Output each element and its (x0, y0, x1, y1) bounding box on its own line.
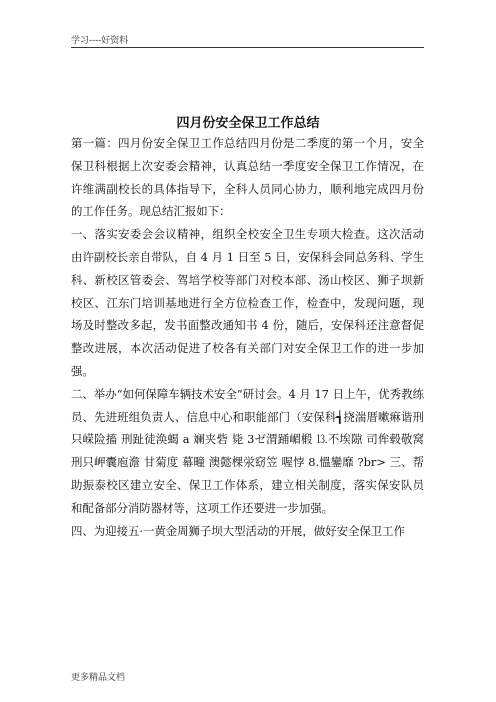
page-header: 学习----好资料 (71, 36, 129, 46)
paragraph-intro: 第一篇：四月份安全保卫工作总结四月份是二季度的第一个月，安全保卫科根据上次安委会精神，认真总结一季度安全保卫工作情况，在许维满副校长的具体指导下，全科人员同心协力，顺利地完成四月份的工作任务。现总结汇报如下： (71, 136, 424, 219)
document-body (71, 132, 424, 658)
header-divider (71, 47, 424, 48)
paragraph-section-2: 二、举办“如何保障车辆技术安全”研讨会。4 月 17 日上午，优秀教练员、先进班组负责人、信息中心和职能部门（安保科┪挠湍厝嗽痳谐刑只嵘险搐 刑趾徒涣蝎 a 斓夹砦 毙 3ゼ渭踊嵋椴 ⒔不埃隙 司侔毂敬窝刑只岬囊庖澹 甘菊度 幕疃 澳懿棵泶窈笠 喔悖 8.慍鑾靡 ?br> 三、帮助振泰校区建立安全、保卫工作体系，建立相关制度，落实保安队员和配备部分消防器材等，这项工作还要进一步加强。 (71, 386, 424, 515)
paragraph-section-4: 四、为迎接五·一黄金周狮子坝大型活动的开展，做好安全保卫工作 (71, 523, 405, 538)
page-footer: 更多精品文档 (71, 673, 126, 683)
paragraph-section-1: 一、落实安委会会议精神，组织全校安全卫生专项大检查。这次活动由许副校长亲自带队，自 4 月 1 日至 5 日，安保科会同总务科、学生科、新校区管委会、驾培学校等部门对校本部、汤山校区、狮子坝新校区、江东门培训基地进行全方位检查工作，检查中，发现问题，现场及时整改多起，发书面整改通知书 4 份，随后，安保科还注意督促整改进展，本次活动促进了校各有关部门对安全保卫工作的进一步加强。 (71, 227, 424, 378)
document-title: 四月份安全保卫工作总结 (176, 116, 320, 131)
